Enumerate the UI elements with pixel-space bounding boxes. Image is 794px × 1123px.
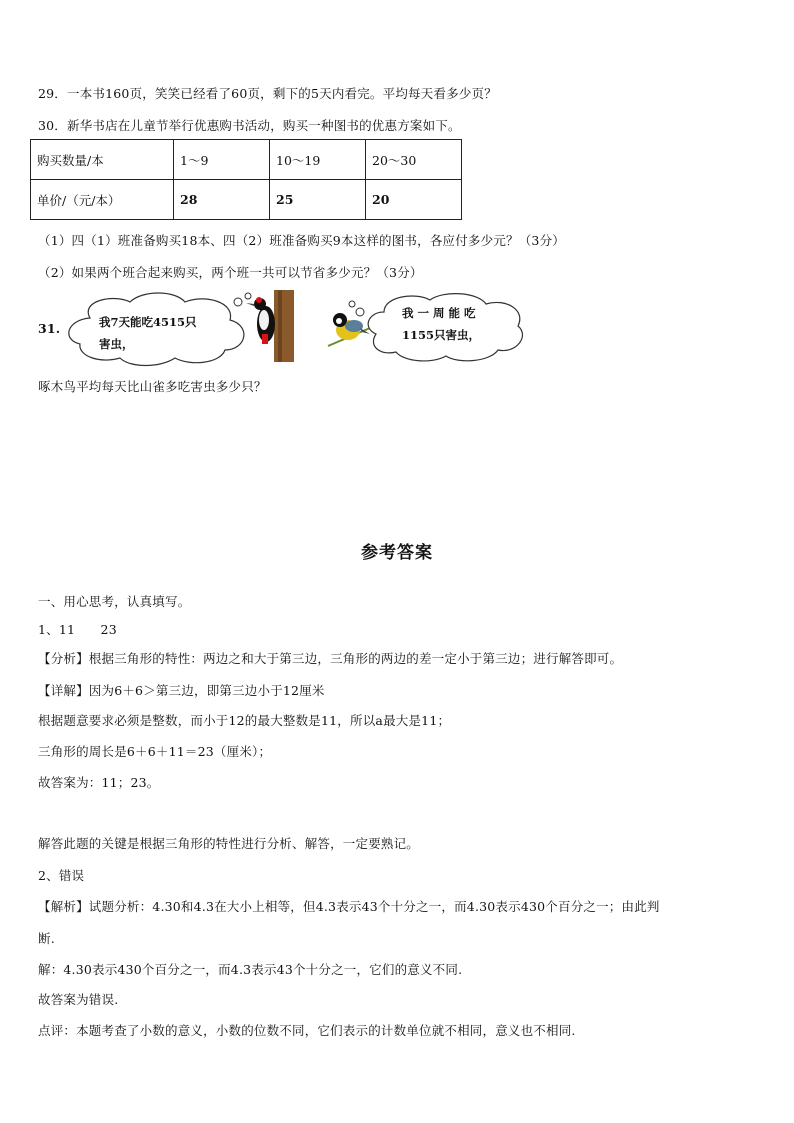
table-cell: 单价/（元/本） — [31, 180, 174, 220]
answer-1-line: 根据题意要求必须是整数，而小于12的最大整数是11，所以a最大是11； — [38, 713, 451, 728]
table-cell: 10～19 — [270, 140, 366, 180]
table-cell: 购买数量/本 — [31, 140, 174, 180]
answer-2-answer: 故答案为错误. — [38, 992, 119, 1007]
answer-2-analysis-cont: 断. — [38, 931, 55, 946]
woodpecker-image — [244, 290, 300, 362]
bubble-woodpecker-text — [99, 311, 197, 355]
table-row — [31, 140, 462, 180]
table-cell: 1～9 — [174, 140, 270, 180]
answer-1-analysis: 【分析】根据三角形的特性：两边之和大于第三边，三角形的两边的差一定小于第三边；进行解答即可。 — [38, 651, 623, 666]
answer-2: 2、错误 — [38, 868, 85, 883]
price-table — [30, 139, 462, 220]
table-cell: 20 — [366, 180, 462, 220]
table-row — [31, 180, 462, 220]
section-1-title: 一、用心思考，认真填写。 — [38, 594, 191, 609]
bubble-line: 我7天能吃4515只 — [99, 315, 197, 329]
question-29: 29．一本书160页，笑笑已经看了60页，剩下的5天内看完。平均每天看多少页？ — [38, 86, 497, 101]
bubble-tit-text — [402, 302, 480, 346]
answer-2-comment: 点评：本题考查了小数的意义，小数的位数不同，它们表示的计数单位就不相同，意义也不相同. — [38, 1023, 576, 1038]
question-31-text: 啄木鸟平均每天比山雀多吃害虫多少只？ — [38, 379, 267, 394]
question-31-number: 31. — [38, 321, 61, 336]
answer-heading: 参考答案 — [361, 543, 433, 563]
answer-1: 1、11 23 — [38, 622, 117, 637]
answer-1-line: 解答此题的关键是根据三角形的特性进行分析、解答，一定要熟记。 — [38, 836, 420, 851]
bubble-line: 害虫， — [99, 337, 134, 351]
bubble-line: 1155只害虫， — [402, 328, 481, 342]
table-cell: 20～30 — [366, 140, 462, 180]
question-30: 30．新华书店在儿童节举行优惠购书活动，购买一种图书的优惠方案如下。 — [38, 118, 461, 133]
answer-2-solution: 解：4.30表示430个百分之一，而4.3表示43个十分之一，它们的意义不同. — [38, 962, 463, 977]
bubble-line: 我 一 周 能 吃 — [402, 306, 476, 320]
question-30-part-2: （2）如果两个班合起来购买，两个班一共可以节省多少元？（3分） — [38, 265, 423, 280]
answer-1-line: 故答案为：11；23。 — [38, 775, 160, 790]
question-30-part-1: （1）四（1）班准备购买18本、四（2）班准备购买9本这样的图书，各应付多少元？（3分） — [38, 233, 565, 248]
table-cell: 28 — [174, 180, 270, 220]
table-cell: 25 — [270, 180, 366, 220]
answer-1-line: 三角形的周长是6＋6＋11＝23（厘米）； — [38, 744, 272, 759]
answer-2-analysis: 【解析】试题分析：4.30和4.3在大小上相等，但4.3表示43个十分之一，而4.30表示430个百分之一；由此判 — [38, 899, 660, 914]
answer-1-detail: 【详解】因为6＋6＞第三边，即第三边小于12厘米 — [38, 683, 325, 698]
